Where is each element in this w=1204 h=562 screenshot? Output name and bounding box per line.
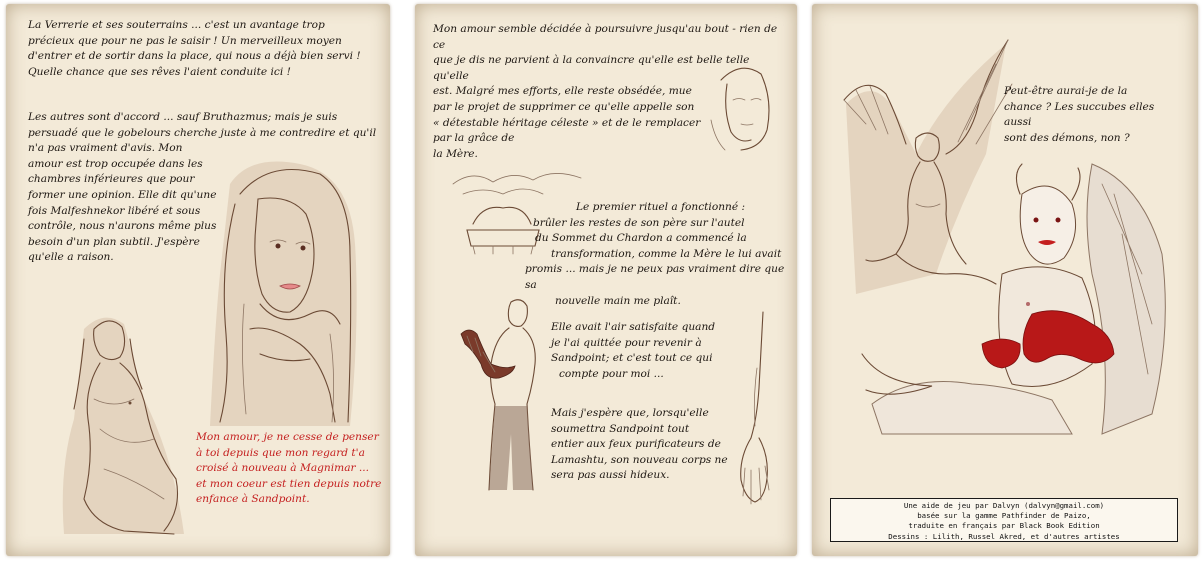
text-line: croisé à nouveau à Magnimar ...: [196, 462, 370, 475]
parchment-page-1: [6, 4, 390, 556]
text-line: transformation, comme la Mère le lui avait: [551, 247, 782, 260]
paragraph-ritual: [533, 200, 788, 262]
text-line: n'a pas vraiment d'avis. Mon: [28, 142, 183, 155]
paragraph-ritual-cont: [525, 262, 787, 309]
figure-with-demonic-arm: [455, 294, 555, 494]
text-line: compte pour moi ...: [559, 367, 664, 380]
credit-line: Dessins : Lilith, Russel Akred, et d'autres artistes: [888, 531, 1120, 541]
text-line: chance ? Les succubes elles aussi: [1004, 100, 1155, 129]
text-line: Mais j'espère que, lorsqu'elle: [551, 407, 709, 419]
text-line: nouvelle main me plaît.: [555, 294, 681, 307]
seated-figure-sketch: [54, 309, 192, 539]
text-line: besoin d'un plan subtil. J'espère: [28, 235, 200, 248]
hanging-claw-sketch: [733, 308, 777, 508]
love-note-red: [196, 430, 386, 508]
text-line: contrôle, nous n'aurons même plus: [28, 220, 217, 233]
text-line: la Mère.: [433, 147, 478, 160]
text-line: brûler les restes de son père sur l'autel: [533, 216, 745, 229]
text-line: « détestable héritage céleste » et de le remplacer: [433, 116, 701, 129]
text-line: et mon coeur est tien depuis notre: [196, 477, 382, 490]
text-line: sont des démons, non ?: [1004, 131, 1130, 144]
text-line: former une opinion. Elle dit qu'une: [28, 188, 217, 201]
text-line: sera pas aussi hideux.: [551, 469, 670, 482]
succubus-illustration: [852, 154, 1192, 444]
text-line: chambres inférieures que pour: [28, 173, 195, 186]
text-line: entier aux feux purificateurs de: [551, 438, 721, 451]
credits-box: [830, 498, 1178, 542]
text-line: est. Malgré mes efforts, elle reste obsédée, mue: [433, 85, 692, 98]
credit-line: traduite en français par Black Book Edition: [908, 521, 1100, 531]
text-line: que je dis ne parvient à la convaincre qu'elle est belle telle qu'elle: [433, 54, 750, 82]
succubus-quote: [1004, 84, 1184, 146]
parchment-page-3: [812, 4, 1198, 556]
text-line: Le premier rituel a fonctionné :: [575, 201, 746, 213]
text-line: Peut-être aurai-je de la: [1004, 85, 1128, 97]
credit-line: Une aide de jeu par Dalvyn (dalvyn@gmail.com): [903, 501, 1105, 510]
text-line: Lamashtu, son nouveau corps ne: [551, 453, 728, 466]
portrait-sketch: [210, 154, 362, 426]
text-line: enfance à Sandpoint.: [196, 493, 310, 506]
parchment-page-2: [415, 4, 797, 556]
paragraph-verrerie: La Verrerie et ses souterrains ... c'est un avantage trop précieux que pour ne pas le saisir ! Un merveilleux moyen d'entrer et de sortir dans la place, qui nous a déjà bien servi ! Quelle chance que ses rêves l'aient conduite ici !: [28, 19, 361, 78]
paragraph-hope: [551, 406, 741, 484]
head-sketch: [701, 60, 781, 152]
text-line: promis ... mais je ne peux pas vraiment dire que sa: [525, 263, 785, 291]
text-line: je l'ai quittée pour revenir à: [551, 336, 702, 349]
credit-line: basée sur la gamme Pathfinder de Paizo,: [917, 511, 1091, 521]
text-line: qu'elle a raison.: [28, 251, 114, 264]
text-line: fois Malfeshnekor libéré et sous: [28, 204, 201, 217]
text-line: par le projet de supprimer ce qu'elle appelle son: [433, 100, 695, 113]
text-line: persuadé que le gobelours cherche juste à me contredire et qu'il: [28, 126, 377, 139]
text-line: Sandpoint; et c'est tout ce qui: [551, 352, 713, 365]
text-line: à toi depuis que mon regard t'a: [196, 446, 365, 459]
text-line: Mon amour, je ne cesse de penser: [196, 431, 379, 443]
text-line: Les autres sont d'accord ... sauf Bruthazmus; mais je suis: [28, 111, 338, 123]
text-line: soumettra Sandpoint tout: [551, 422, 690, 435]
text-line: Elle avait l'air satisfaite quand: [551, 321, 716, 333]
text-line: du Sommet du Chardon a commencé la: [535, 232, 747, 245]
text-line: amour est trop occupée dans les: [28, 157, 203, 170]
text-line: par la grâce de: [433, 132, 515, 145]
text-line: Mon amour semble décidée à poursuivre jusqu'au bout - rien de ce: [433, 23, 778, 51]
